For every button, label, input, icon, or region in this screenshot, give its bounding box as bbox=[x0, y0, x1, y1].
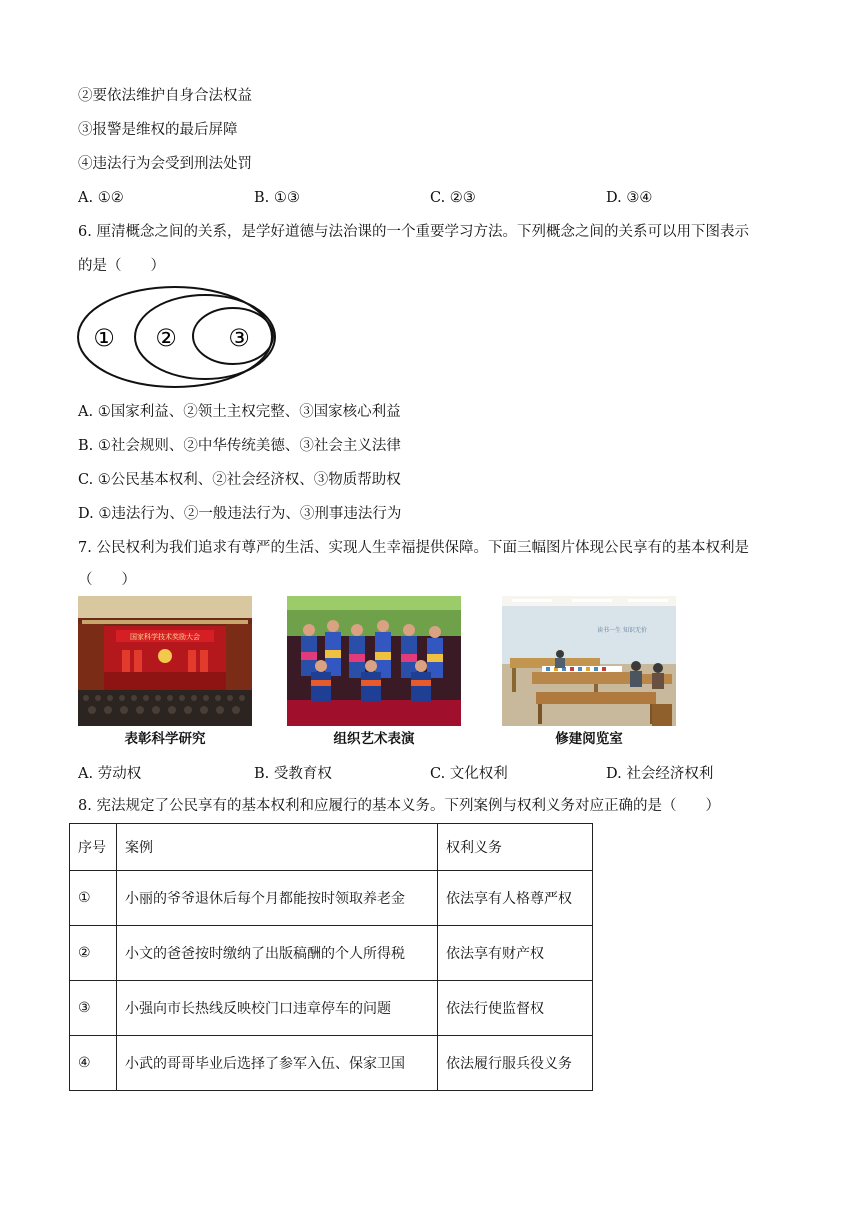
diagram-label-1: ① bbox=[93, 324, 115, 352]
q7-stem-line1: 7. 公民权利为我们追求有尊严的生活、实现人生幸福提供保障。下面三幅图片体现公民享有的基本权利是 bbox=[78, 540, 749, 556]
q5-option-d: D. ③④ bbox=[606, 190, 653, 206]
caption-photo-3: 修建阅览室 bbox=[555, 731, 623, 747]
row-index: ① bbox=[70, 871, 117, 926]
q6-option-d: D. ①违法行为、②一般违法行为、③刑事违法行为 bbox=[78, 506, 402, 522]
q8-case-table bbox=[69, 823, 593, 1091]
q5-option-b: B. ①③ bbox=[254, 190, 300, 206]
q5-option-a: A. ①② bbox=[78, 190, 124, 206]
caption-photo-1: 表彰科学研究 bbox=[124, 731, 206, 747]
reading-room-wall-text: 读书一生 知识无价 bbox=[597, 627, 647, 634]
caption-photo-2: 组织艺术表演 bbox=[333, 731, 415, 747]
q6-stem-line2: 的是（ ） bbox=[78, 258, 165, 274]
row-index: ③ bbox=[70, 981, 117, 1036]
q7-option-b: B. 受教育权 bbox=[254, 766, 332, 782]
photo-science-award-hall bbox=[78, 596, 252, 726]
header-case: 案例 bbox=[117, 824, 438, 871]
q6-option-c: C. ①公民基本权利、②社会经济权、③物质帮助权 bbox=[78, 472, 401, 488]
row-index: ② bbox=[70, 926, 117, 981]
row-case: 小文的爸爸按时缴纳了出版稿酬的个人所得税 bbox=[117, 926, 438, 981]
q5-item-3: ③报警是维权的最后屏障 bbox=[78, 122, 238, 138]
row-index: ④ bbox=[70, 1036, 117, 1091]
table-row bbox=[70, 926, 593, 981]
row-right-duty: 依法享有财产权 bbox=[438, 926, 593, 981]
q5-option-c: C. ②③ bbox=[430, 190, 476, 206]
q7-option-d: D. 社会经济权利 bbox=[606, 766, 714, 782]
q7-option-a: A. 劳动权 bbox=[78, 766, 142, 782]
photo-art-performance bbox=[287, 596, 461, 726]
q5-item-2: ②要依法维护自身合法权益 bbox=[78, 88, 252, 104]
hall-banner-text: 国家科学技术奖励大会 bbox=[130, 633, 200, 641]
q6-stem-line1: 6. 厘清概念之间的关系，是学好道德与法治课的一个重要学习方法。下列概念之间的关系可以用下图表示 bbox=[78, 224, 749, 240]
diagram-label-2: ② bbox=[155, 324, 177, 352]
row-right-duty: 依法行使监督权 bbox=[438, 981, 593, 1036]
row-case: 小丽的爷爷退休后每个月都能按时领取养老金 bbox=[117, 871, 438, 926]
q8-stem: 8. 宪法规定了公民享有的基本权利和应履行的基本义务。下列案例与权利义务对应正确的是（ ） bbox=[78, 798, 720, 814]
row-case: 小强向市长热线反映校门口违章停车的问题 bbox=[117, 981, 438, 1036]
q6-option-a: A. ①国家利益、②领土主权完整、③国家核心利益 bbox=[78, 404, 401, 420]
nested-concept-diagram bbox=[76, 284, 280, 392]
diagram-label-3: ③ bbox=[228, 324, 250, 352]
table-header-row bbox=[70, 824, 593, 871]
table-row bbox=[70, 1036, 593, 1091]
table-row bbox=[70, 981, 593, 1036]
header-index: 序号 bbox=[70, 824, 117, 871]
photo-reading-room bbox=[502, 596, 676, 726]
q7-option-c: C. 文化权利 bbox=[430, 766, 508, 782]
q5-item-4: ④违法行为会受到刑法处罚 bbox=[78, 156, 252, 172]
row-right-duty: 依法享有人格尊严权 bbox=[438, 871, 593, 926]
row-case: 小武的哥哥毕业后选择了参军入伍、保家卫国 bbox=[117, 1036, 438, 1091]
header-right-duty: 权利义务 bbox=[438, 824, 593, 871]
q6-option-b: B. ①社会规则、②中华传统美德、③社会主义法律 bbox=[78, 438, 401, 454]
row-right-duty: 依法履行服兵役义务 bbox=[438, 1036, 593, 1091]
table-row bbox=[70, 871, 593, 926]
q7-stem-line2: （ ） bbox=[78, 572, 136, 588]
